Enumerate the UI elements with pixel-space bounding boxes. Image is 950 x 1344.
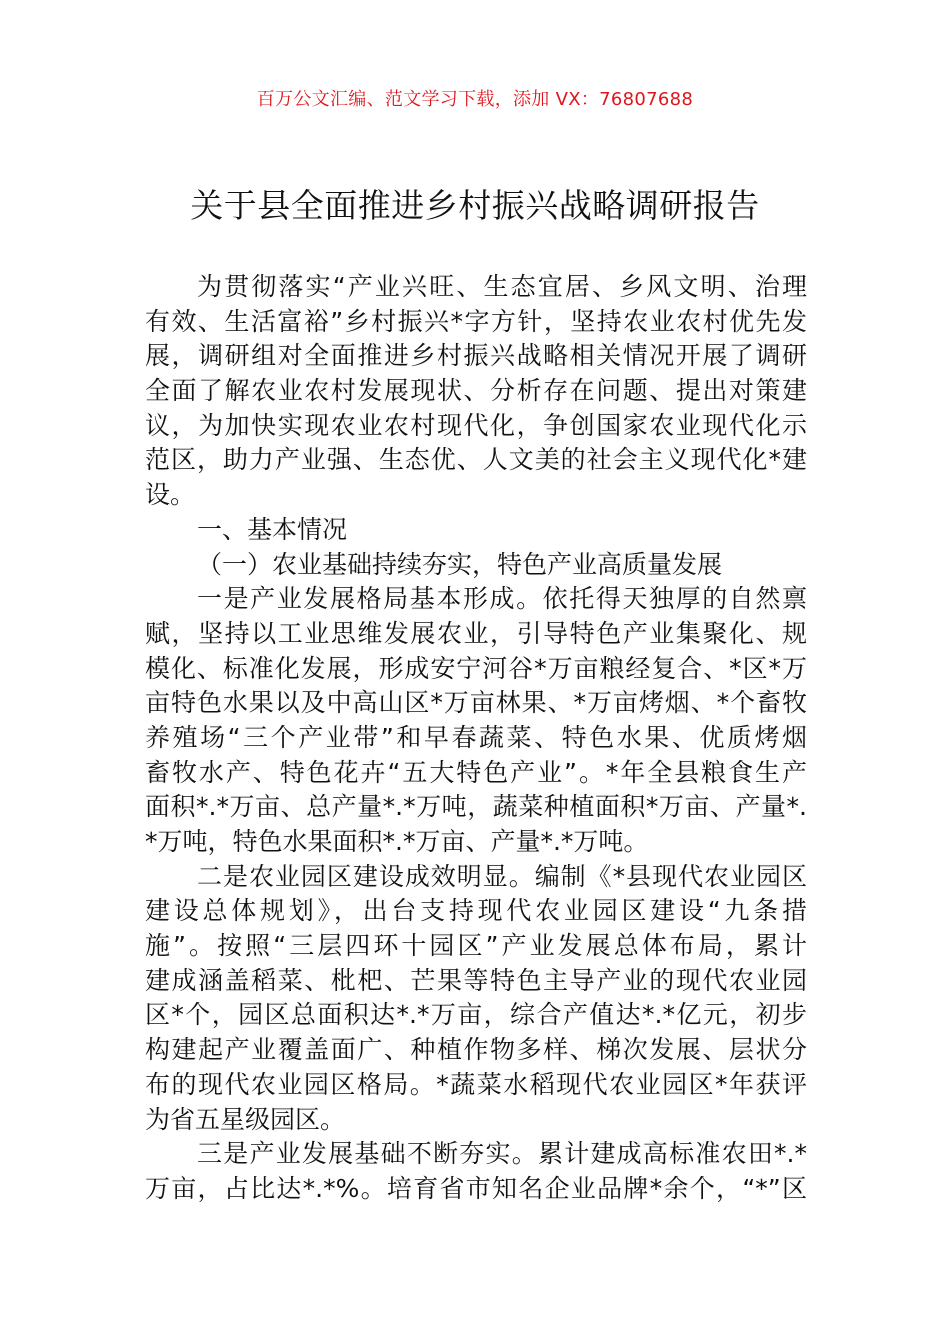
paragraph-line: 全面了解农业农村发展现状、分析存在问题、提出对策建 — [145, 376, 807, 406]
paragraph-line: 万亩，占比达*.*%。培育省市知名企业品牌*余个，“*”区 — [145, 1173, 807, 1203]
paragraph-line: 区*个，园区总面积达*.*万亩，综合产值达*.*亿元，初步 — [145, 1000, 807, 1030]
paragraph-line: 赋，坚持以工业思维发展农业，引导特色产业集聚化、规 — [145, 618, 807, 648]
paragraph-line: 三是产业发展基础不断夯实。累计建成高标准农田*.* — [197, 1139, 807, 1169]
document-body — [145, 270, 807, 1207]
paragraph-line: 构建起产业覆盖面广、种植作物多样、梯次发展、层状分 — [145, 1035, 807, 1065]
paragraph-line: 二是农业园区建设成效明显。编制《*县现代农业园区 — [197, 861, 807, 891]
paragraph-line: 面积*.*万亩、总产量*.*万吨，蔬菜种植面积*万亩、产量*. — [145, 792, 807, 822]
paragraph-line: 为贯彻落实“产业兴旺、生态宜居、乡风文明、治理 — [197, 272, 807, 301]
document-title: 关于县全面推进乡村振兴战略调研报告 — [190, 186, 760, 225]
paragraph-line: 建成涵盖稻菜、枇杷、芒果等特色主导产业的现代农业园 — [145, 965, 807, 995]
paragraph-line: 畜牧水产、特色花卉“五大特色产业”。*年全县粮食生产 — [145, 757, 807, 787]
paragraph-line: 为省五星级园区。 — [145, 1104, 346, 1134]
paragraph-line: 施”。按照“三层四环十园区”产业发展总体布局，累计 — [145, 931, 807, 961]
paragraph-line: 展，调研组对全面推进乡村振兴战略相关情况开展了调研 — [145, 341, 807, 371]
paragraph-line: 亩特色水果以及中高山区*万亩林果、*万亩烤烟、*个畜牧 — [145, 688, 807, 718]
paragraph-line: 有效、生活富裕”乡村振兴*字方针，坚持农业农村优先发 — [145, 306, 807, 336]
watermark-header: 百万公文汇编、范文学习下载，添加 VX：76807688 — [256, 89, 694, 110]
paragraph-line: 建设总体规划》，出台支持现代农业园区建设“九条措 — [145, 896, 807, 926]
paragraph-line: 养殖场“三个产业带”和早春蔬菜、特色水果、优质烤烟 — [145, 722, 807, 752]
paragraph-line: 议，为加快实现农业农村现代化，争创国家农业现代化示 — [145, 410, 807, 440]
paragraph-line: 一是产业发展格局基本形成。依托得天独厚的自然禀 — [197, 584, 807, 614]
paragraph-line: *万吨，特色水果面积*.*万亩、产量*.*万吨。 — [145, 827, 649, 856]
paragraph-line: 范区，助力产业强、生态优、人文美的社会主义现代化*建 — [145, 445, 807, 475]
paragraph-line: 设。 — [145, 480, 196, 510]
section-heading: （一）农业基础持续夯实，特色产业高质量发展 — [197, 549, 723, 579]
section-heading: 一、基本情况 — [197, 514, 348, 544]
paragraph-line: 模化、标准化发展，形成安宁河谷*万亩粮经复合、*区*万 — [145, 653, 807, 683]
paragraph-line: 布的现代农业园区格局。*蔬菜水稻现代农业园区*年获评 — [145, 1069, 807, 1099]
